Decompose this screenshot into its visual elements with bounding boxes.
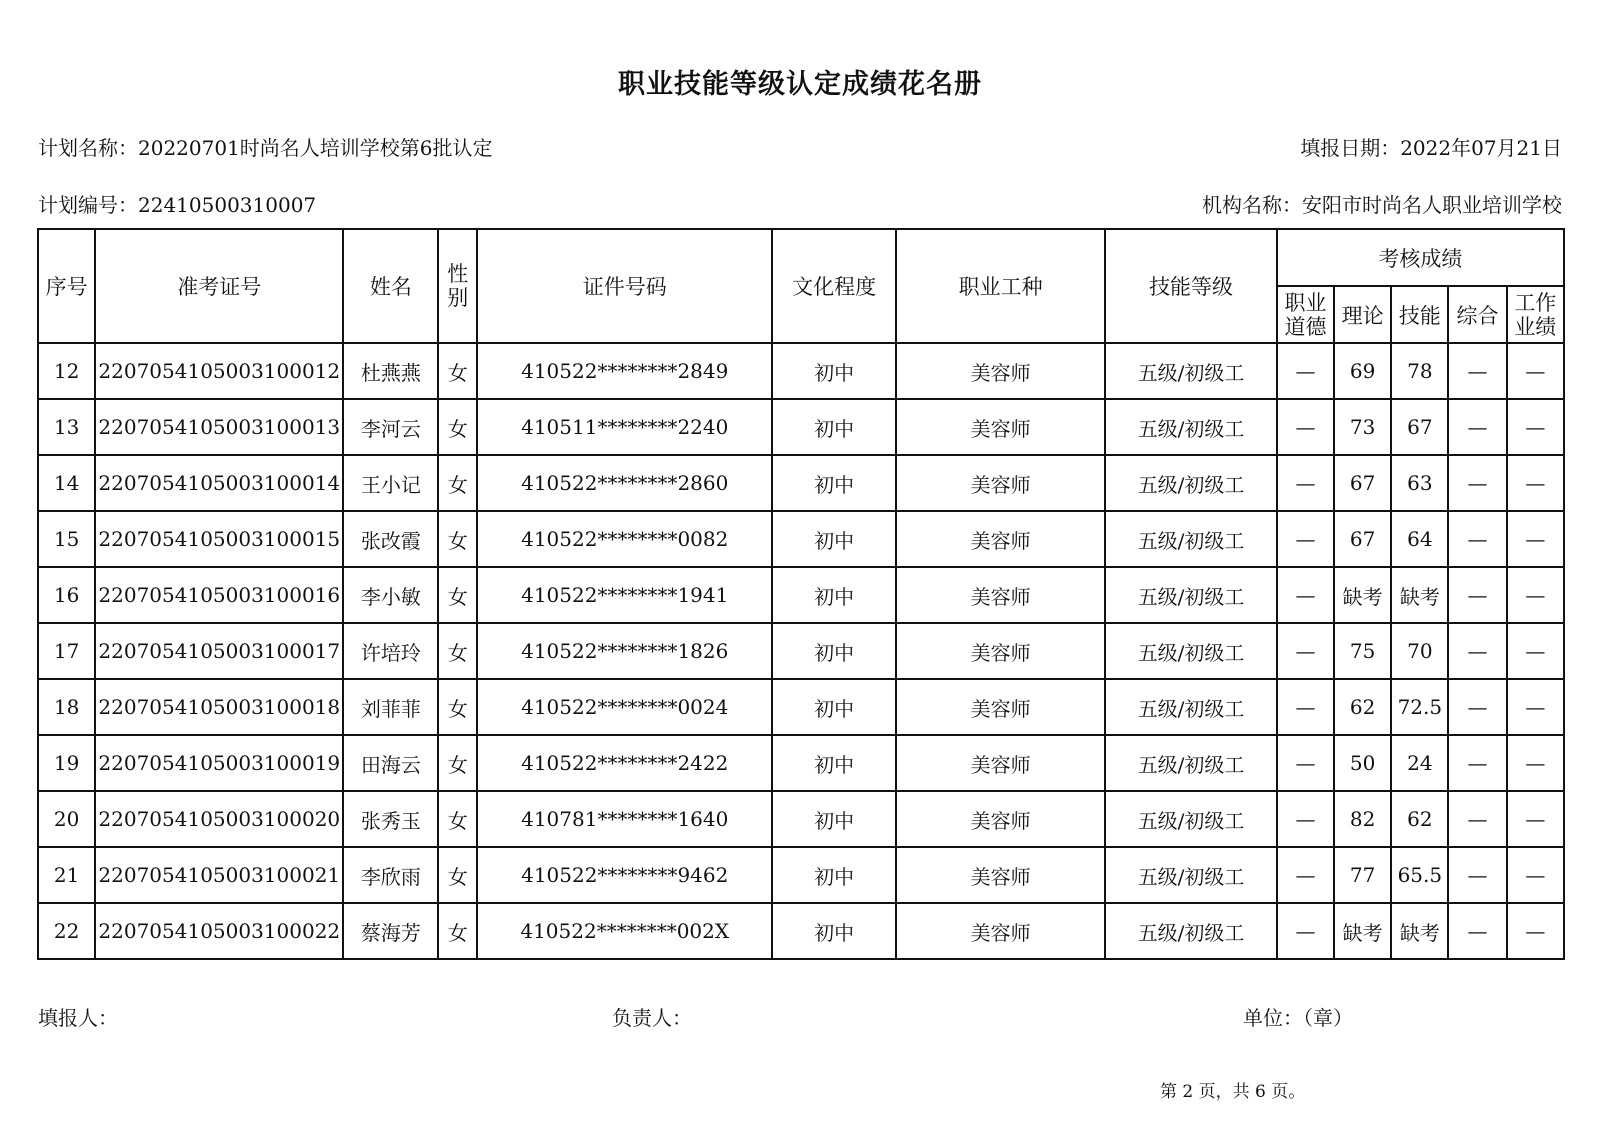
cell-education: 初中 [772, 567, 896, 623]
cell-ticket: 2207054105003100019 [95, 735, 343, 791]
table-row [38, 511, 1564, 567]
cell-gender: 女 [438, 847, 477, 903]
cell-ethics: — [1277, 511, 1334, 567]
cell-seq: 17 [38, 623, 95, 679]
plan-number: 计划编号：22410500310007 [38, 193, 317, 217]
cell-overall: — [1448, 903, 1506, 959]
cell-skill: 72.5 [1391, 679, 1448, 735]
table-row [38, 679, 1564, 735]
cell-ethics: — [1277, 567, 1334, 623]
cell-name: 杜燕燕 [343, 343, 438, 399]
cell-education: 初中 [772, 903, 896, 959]
table-row [38, 399, 1564, 455]
table-row [38, 455, 1564, 511]
table-row [38, 567, 1564, 623]
header-ethics-line1: 职业 [1284, 290, 1327, 315]
cell-id-number: 410522********0082 [477, 511, 772, 567]
cell-theory: 50 [1334, 735, 1391, 791]
cell-overall: — [1448, 511, 1506, 567]
cell-skill: 63 [1391, 455, 1448, 511]
table-row [38, 903, 1564, 959]
cell-theory: 67 [1334, 455, 1391, 511]
cell-skill: 缺考 [1391, 567, 1448, 623]
header-gender [438, 229, 477, 343]
cell-skill-level: 五级/初级工 [1105, 343, 1277, 399]
table-row [38, 735, 1564, 791]
cell-skill: 62 [1391, 791, 1448, 847]
cell-skill: 65.5 [1391, 847, 1448, 903]
cell-theory: 75 [1334, 623, 1391, 679]
cell-occupation: 美容师 [896, 903, 1105, 959]
cell-ethics: — [1277, 735, 1334, 791]
cell-skill-level: 五级/初级工 [1105, 679, 1277, 735]
cell-occupation: 美容师 [896, 791, 1105, 847]
cell-ticket: 2207054105003100021 [95, 847, 343, 903]
cell-education: 初中 [772, 623, 896, 679]
cell-id-number: 410522********2860 [477, 455, 772, 511]
cell-seq: 16 [38, 567, 95, 623]
cell-id-number: 410522********1826 [477, 623, 772, 679]
plan-name: 计划名称：20220701时尚名人培训学校第6批认定 [38, 136, 493, 160]
cell-id-number: 410522********2849 [477, 343, 772, 399]
cell-name: 李河云 [343, 399, 438, 455]
cell-education: 初中 [772, 399, 896, 455]
cell-name: 许培玲 [343, 623, 438, 679]
cell-skill-level: 五级/初级工 [1105, 847, 1277, 903]
cell-occupation: 美容师 [896, 399, 1105, 455]
cell-gender: 女 [438, 343, 477, 399]
cell-skill: 67 [1391, 399, 1448, 455]
cell-occupation: 美容师 [896, 511, 1105, 567]
cell-theory: 77 [1334, 847, 1391, 903]
cell-name: 王小记 [343, 455, 438, 511]
cell-ethics: — [1277, 399, 1334, 455]
cell-seq: 13 [38, 399, 95, 455]
unit-seal-label: 单位：（章） [1243, 1006, 1353, 1030]
cell-skill-level: 五级/初级工 [1105, 399, 1277, 455]
cell-id-number: 410522********2422 [477, 735, 772, 791]
cell-occupation: 美容师 [896, 343, 1105, 399]
cell-id-number: 410522********0024 [477, 679, 772, 735]
cell-education: 初中 [772, 791, 896, 847]
cell-work: — [1507, 399, 1564, 455]
cell-id-number: 410522********1941 [477, 567, 772, 623]
cell-education: 初中 [772, 847, 896, 903]
cell-work: — [1507, 455, 1564, 511]
cell-skill-level: 五级/初级工 [1105, 735, 1277, 791]
header-id-number: 证件号码 [477, 229, 772, 343]
header-overall: 综合 [1448, 286, 1506, 343]
header-occupation: 职业工种 [896, 229, 1105, 343]
cell-seq: 21 [38, 847, 95, 903]
header-education: 文化程度 [772, 229, 896, 343]
table-row [38, 623, 1564, 679]
cell-gender: 女 [438, 791, 477, 847]
report-date: 填报日期：2022年07月21日 [1300, 136, 1562, 160]
table-row [38, 791, 1564, 847]
cell-overall: — [1448, 567, 1506, 623]
cell-theory: 67 [1334, 511, 1391, 567]
cell-name: 蔡海芳 [343, 903, 438, 959]
header-skill-level: 技能等级 [1105, 229, 1277, 343]
cell-skill-level: 五级/初级工 [1105, 511, 1277, 567]
cell-ticket: 2207054105003100016 [95, 567, 343, 623]
header-work [1507, 286, 1564, 343]
cell-ticket: 2207054105003100012 [95, 343, 343, 399]
cell-id-number: 410522********9462 [477, 847, 772, 903]
cell-name: 田海云 [343, 735, 438, 791]
cell-name: 张改霞 [343, 511, 438, 567]
cell-skill-level: 五级/初级工 [1105, 903, 1277, 959]
cell-work: — [1507, 903, 1564, 959]
cell-seq: 14 [38, 455, 95, 511]
cell-ticket: 2207054105003100022 [95, 903, 343, 959]
cell-overall: — [1448, 343, 1506, 399]
cell-theory: 62 [1334, 679, 1391, 735]
cell-ticket: 2207054105003100020 [95, 791, 343, 847]
cell-skill: 24 [1391, 735, 1448, 791]
cell-overall: — [1448, 679, 1506, 735]
cell-name: 刘菲菲 [343, 679, 438, 735]
cell-ethics: — [1277, 623, 1334, 679]
cell-work: — [1507, 511, 1564, 567]
cell-education: 初中 [772, 455, 896, 511]
header-gender-line1: 性 [447, 262, 469, 286]
cell-seq: 19 [38, 735, 95, 791]
cell-work: — [1507, 623, 1564, 679]
cell-ethics: — [1277, 791, 1334, 847]
responsible-label: 负责人： [612, 1006, 692, 1030]
header-work-line1: 工作 [1514, 290, 1557, 315]
cell-education: 初中 [772, 679, 896, 735]
cell-overall: — [1448, 623, 1506, 679]
header-seq: 序号 [38, 229, 95, 343]
cell-gender: 女 [438, 735, 477, 791]
cell-skill-level: 五级/初级工 [1105, 567, 1277, 623]
cell-skill: 缺考 [1391, 903, 1448, 959]
cell-occupation: 美容师 [896, 735, 1105, 791]
cell-seq: 20 [38, 791, 95, 847]
cell-gender: 女 [438, 623, 477, 679]
cell-education: 初中 [772, 735, 896, 791]
cell-skill-level: 五级/初级工 [1105, 455, 1277, 511]
cell-seq: 18 [38, 679, 95, 735]
table-body [38, 343, 1564, 959]
cell-id-number: 410781********1640 [477, 791, 772, 847]
cell-overall: — [1448, 735, 1506, 791]
cell-gender: 女 [438, 511, 477, 567]
cell-ethics: — [1277, 343, 1334, 399]
cell-ticket: 2207054105003100015 [95, 511, 343, 567]
cell-ethics: — [1277, 847, 1334, 903]
cell-skill-level: 五级/初级工 [1105, 623, 1277, 679]
page-indicator: 第 2 页，共 6 页。 [1160, 1082, 1306, 1102]
header-ethics-line2: 道德 [1284, 314, 1327, 339]
header-assessment: 考核成绩 [1277, 229, 1564, 286]
cell-ticket: 2207054105003100013 [95, 399, 343, 455]
table-header [38, 229, 1564, 343]
cell-ethics: — [1277, 903, 1334, 959]
header-ticket: 准考证号 [95, 229, 343, 343]
cell-education: 初中 [772, 511, 896, 567]
cell-overall: — [1448, 847, 1506, 903]
cell-work: — [1507, 735, 1564, 791]
cell-ethics: — [1277, 679, 1334, 735]
cell-name: 李小敏 [343, 567, 438, 623]
cell-work: — [1507, 847, 1564, 903]
header-ethics [1277, 286, 1334, 343]
cell-theory: 69 [1334, 343, 1391, 399]
cell-seq: 15 [38, 511, 95, 567]
header-skill: 技能 [1391, 286, 1448, 343]
cell-education: 初中 [772, 343, 896, 399]
cell-overall: — [1448, 455, 1506, 511]
page-title: 职业技能等级认定成绩花名册 [618, 69, 982, 100]
cell-occupation: 美容师 [896, 455, 1105, 511]
cell-work: — [1507, 791, 1564, 847]
cell-work: — [1507, 679, 1564, 735]
cell-occupation: 美容师 [896, 847, 1105, 903]
cell-gender: 女 [438, 567, 477, 623]
cell-ticket: 2207054105003100014 [95, 455, 343, 511]
cell-skill-level: 五级/初级工 [1105, 791, 1277, 847]
header-name: 姓名 [343, 229, 438, 343]
header-theory: 理论 [1334, 286, 1391, 343]
score-roster-table [37, 228, 1565, 960]
cell-seq: 22 [38, 903, 95, 959]
filler-label: 填报人： [38, 1006, 118, 1030]
cell-overall: — [1448, 399, 1506, 455]
cell-work: — [1507, 567, 1564, 623]
cell-theory: 73 [1334, 399, 1391, 455]
cell-seq: 12 [38, 343, 95, 399]
organization-name: 机构名称：安阳市时尚名人职业培训学校 [1202, 193, 1562, 217]
header-work-line2: 业绩 [1514, 314, 1557, 339]
cell-gender: 女 [438, 455, 477, 511]
cell-gender: 女 [438, 399, 477, 455]
table-row [38, 847, 1564, 903]
cell-id-number: 410511********2240 [477, 399, 772, 455]
cell-name: 张秀玉 [343, 791, 438, 847]
header-gender-line2: 别 [447, 286, 469, 310]
cell-skill: 70 [1391, 623, 1448, 679]
cell-theory: 缺考 [1334, 567, 1391, 623]
cell-name: 李欣雨 [343, 847, 438, 903]
cell-id-number: 410522********002X [477, 903, 772, 959]
cell-occupation: 美容师 [896, 623, 1105, 679]
cell-skill: 64 [1391, 511, 1448, 567]
cell-gender: 女 [438, 679, 477, 735]
cell-theory: 缺考 [1334, 903, 1391, 959]
table-row [38, 343, 1564, 399]
cell-ticket: 2207054105003100017 [95, 623, 343, 679]
cell-occupation: 美容师 [896, 679, 1105, 735]
cell-ethics: — [1277, 455, 1334, 511]
cell-theory: 82 [1334, 791, 1391, 847]
cell-skill: 78 [1391, 343, 1448, 399]
cell-gender: 女 [438, 903, 477, 959]
cell-work: — [1507, 343, 1564, 399]
cell-occupation: 美容师 [896, 567, 1105, 623]
cell-overall: — [1448, 791, 1506, 847]
cell-ticket: 2207054105003100018 [95, 679, 343, 735]
